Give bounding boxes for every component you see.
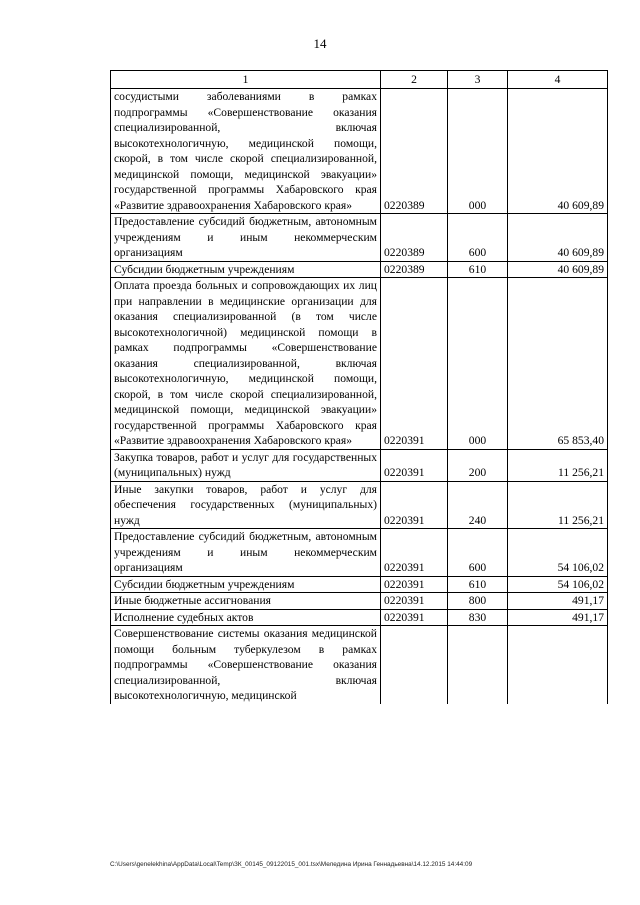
row-target-code: 0220391 — [381, 593, 448, 610]
row-expense-type: 830 — [448, 609, 508, 626]
table-row — [111, 593, 608, 610]
row-amount: 65 853,40 — [508, 278, 608, 450]
row-amount: 40 609,89 — [508, 261, 608, 278]
row-expense-type: 610 — [448, 576, 508, 593]
row-amount: 11 256,21 — [508, 481, 608, 529]
row-expense-type — [448, 626, 508, 704]
row-description: Оплата проезда больных и сопровождающих их лиц при направлении в медицинские организации для оказания специализированной (в том числе высокотехнологичной) медицинской помощи в рамках подпрограммы «Совершенствование оказания специализированной, включая высокотехнологичную, медицинской помощи, скорой, в том числе скорой специализированной, медицинской помощи, медицинской эвакуации» государственной программы Хабаровского края «Развитие здравоохранения Хабаровского края» — [111, 278, 381, 450]
row-target-code: 0220391 — [381, 576, 448, 593]
row-expense-type: 200 — [448, 449, 508, 481]
row-target-code: 0220391 — [381, 278, 448, 450]
row-expense-type: 600 — [448, 214, 508, 262]
page-number: 14 — [313, 36, 327, 51]
row-expense-type: 240 — [448, 481, 508, 529]
column-header-description: 1 — [111, 71, 381, 89]
row-expense-type: 600 — [448, 529, 508, 577]
table-row — [111, 261, 608, 278]
row-amount: 491,17 — [508, 593, 608, 610]
row-description: сосудистыми заболеваниями в рамках подпрограммы «Совершенствование оказания специализированной, включая высокотехнологичную, медицинской помощи, скорой, в том числе скорой специализированной, медицинской помощи, медицинской эвакуации» государственной программы Хабаровского края «Развитие здравоохранения Хабаровского края» — [111, 89, 381, 214]
table-row — [111, 278, 608, 450]
table-row — [111, 576, 608, 593]
row-amount: 40 609,89 — [508, 214, 608, 262]
row-amount: 54 106,02 — [508, 529, 608, 577]
table-header-row — [111, 71, 608, 89]
row-description: Субсидии бюджетным учреждениям — [111, 576, 381, 593]
row-amount: 11 256,21 — [508, 449, 608, 481]
row-expense-type: 800 — [448, 593, 508, 610]
table-row — [111, 529, 608, 577]
table-row — [111, 214, 608, 262]
row-description: Закупка товаров, работ и услуг для государственных (муниципальных) нужд — [111, 449, 381, 481]
budget-table — [110, 70, 608, 704]
row-target-code: 0220389 — [381, 214, 448, 262]
row-description: Субсидии бюджетным учреждениям — [111, 261, 381, 278]
file-path-footer: C:\Users\genelekhina\AppData\Local\Temp\ЗК_00145_09122015_001.tsx\Меледина Ирина Геннадьевна\14.12.2015 14:44:09 — [110, 861, 473, 868]
row-target-code: 0220389 — [381, 261, 448, 278]
column-header-amount: 4 — [508, 71, 608, 89]
row-target-code: 0220391 — [381, 529, 448, 577]
row-target-code — [381, 626, 448, 704]
row-amount: 40 609,89 — [508, 89, 608, 214]
row-expense-type: 610 — [448, 261, 508, 278]
row-expense-type: 000 — [448, 278, 508, 450]
row-description: Иные бюджетные ассигнования — [111, 593, 381, 610]
table-row — [111, 481, 608, 529]
row-description: Исполнение судебных актов — [111, 609, 381, 626]
row-target-code: 0220391 — [381, 609, 448, 626]
table-row — [111, 626, 608, 704]
row-description: Предоставление субсидий бюджетным, автономным учреждениям и иным некоммерческим организациям — [111, 214, 381, 262]
row-target-code: 0220389 — [381, 89, 448, 214]
row-amount: 54 106,02 — [508, 576, 608, 593]
row-description: Предоставление субсидий бюджетным, автономным учреждениям и иным некоммерческим организациям — [111, 529, 381, 577]
table-row — [111, 609, 608, 626]
row-description: Совершенствование системы оказания медицинской помощи больным туберкулезом в рамках подпрограммы «Совершенствование оказания специализированной, включая высокотехнологичную, медицинской — [111, 626, 381, 704]
table-row — [111, 449, 608, 481]
column-header-type: 3 — [448, 71, 508, 89]
row-target-code: 0220391 — [381, 481, 448, 529]
row-amount: 491,17 — [508, 609, 608, 626]
column-header-code: 2 — [381, 71, 448, 89]
row-expense-type: 000 — [448, 89, 508, 214]
table-row — [111, 89, 608, 214]
row-description: Иные закупки товаров, работ и услуг для обеспечения государственных (муниципальных) нужд — [111, 481, 381, 529]
row-target-code: 0220391 — [381, 449, 448, 481]
row-amount — [508, 626, 608, 704]
